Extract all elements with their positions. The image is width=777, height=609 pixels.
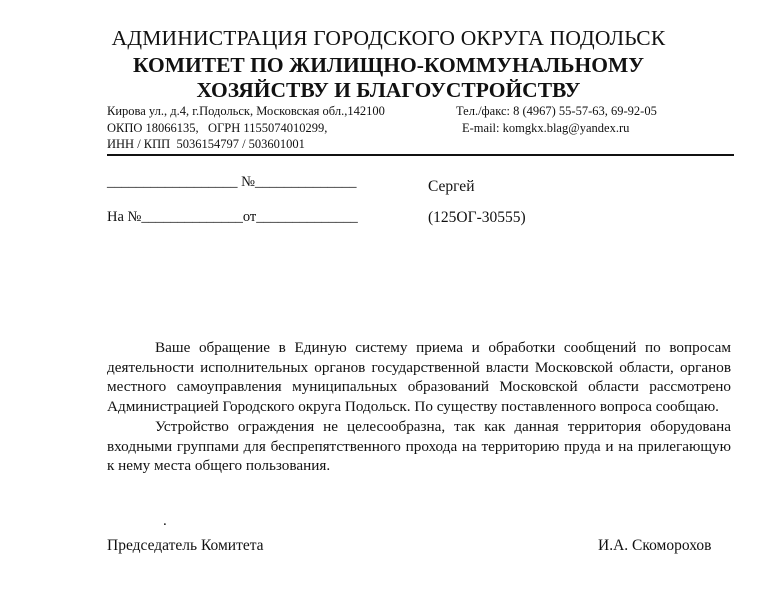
incoming-number-line: На №______________от______________ — [107, 209, 358, 225]
contact-email: E-mail: komgkx.blag@yandex.ru — [462, 121, 630, 135]
addressee-reference: (125ОГ-30555) — [428, 209, 526, 226]
committee-title-line1: КОМИТЕТ ПО ЖИЛИЩНО-КОММУНАЛЬНОМУ — [132, 53, 645, 77]
body-paragraph-1: Ваше обращение в Единую систему приема и обработки сообщений по вопросам деятельности исполнительных органов государственной власти Московской области, органов местного самоуправления муниципальных образований Московской области рассмотрено Администрацией Городского округа Подольск. По существу поставленного вопроса сообщаю. — [107, 339, 731, 416]
administration-title: АДМИНИСТРАЦИЯ ГОРОДСКОГО ОКРУГА ПОДОЛЬСК — [111, 26, 666, 50]
contact-inn: ИНН / КПП 5036154797 / 503601001 — [107, 137, 305, 151]
letter-body — [107, 338, 731, 476]
body-paragraph-2: Устройство ограждения не целесообразна, так как данная территория оборудована входными группами для беспрепятственного прохода на территорию пруда и на прилегающую к нему места общего пользования. — [107, 417, 731, 475]
addressee-name: Сергей — [428, 178, 475, 195]
signatory-name: И.А. Скоморохов — [598, 537, 712, 554]
outgoing-number-line: __________________ №______________ — [107, 174, 357, 190]
contact-address: Кирова ул., д.4, г.Подольск, Московская обл.,142100 — [107, 104, 385, 118]
committee-title-line2: ХОЗЯЙСТВУ И БЛАГОУСТРОЙСТВУ — [196, 78, 581, 102]
signatory-position: Председатель Комитета — [107, 537, 264, 554]
signature-mark: . — [163, 513, 167, 529]
contact-phone: Тел./факс: 8 (4967) 55-57-63, 69-92-05 — [456, 104, 657, 118]
contact-codes: ОКПО 18066135, ОГРН 1155074010299, — [107, 121, 328, 135]
header-divider — [107, 154, 734, 156]
